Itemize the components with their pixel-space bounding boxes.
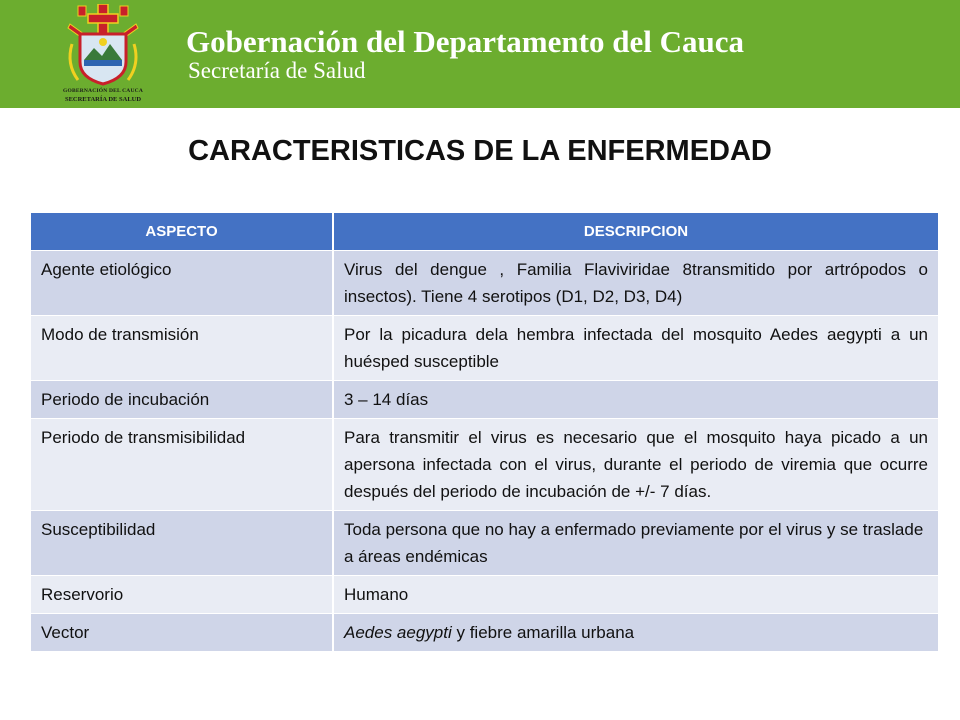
description-cell: Para transmitir el virus es necesario que el mosquito haya picado a un apersona infectada con el virus, durante el periodo de viremia que ocurre después del periodo de incubación de +/- 7 días. (333, 419, 938, 511)
page-title: CARACTERISTICAS DE LA ENFERMEDAD (188, 135, 772, 167)
aspect-cell: Vector (31, 614, 333, 652)
description-rest-part: y fiebre amarilla urbana (451, 623, 635, 642)
table-row (31, 251, 938, 316)
table-row (31, 511, 938, 576)
header-banner (0, 0, 960, 108)
aspect-cell: Periodo de incubación (31, 381, 333, 419)
organization-title: Gobernación del Departamento del Cauca (186, 24, 744, 59)
aspect-cell: Agente etiológico (31, 251, 333, 316)
column-header-description: DESCRIPCION (333, 213, 938, 251)
characteristics-table (31, 213, 938, 651)
table-row (31, 381, 938, 419)
description-italic-part: Aedes aegypti (344, 623, 452, 642)
coat-of-arms-logo (48, 4, 158, 104)
description-cell: 3 – 14 días (333, 381, 938, 419)
logo-caption-line2: SECRETARÍA DE SALUD (64, 96, 142, 103)
description-cell: Toda persona que no hay a enfermado previamente por el virus y se traslade a áreas endémicas (333, 511, 938, 576)
description-cell: Por la picadura dela hembra infectada del mosquito Aedes aegypti a un huésped susceptible (333, 316, 938, 381)
organization-subtitle: Secretaría de Salud (188, 58, 366, 83)
column-header-aspect: ASPECTO (31, 213, 333, 251)
description-cell (333, 614, 938, 652)
aspect-cell: Susceptibilidad (31, 511, 333, 576)
table-header-row (31, 213, 938, 251)
table-row (31, 576, 938, 614)
logo-caption-line1: GOBERNACIÓN DEL CAUCA (63, 88, 143, 94)
aspect-cell: Periodo de transmisibilidad (31, 419, 333, 511)
description-cell: Humano (333, 576, 938, 614)
table-row (31, 614, 938, 652)
aspect-cell: Reservorio (31, 576, 333, 614)
coat-of-arms-icon (48, 4, 158, 88)
aspect-cell: Modo de transmisión (31, 316, 333, 381)
table-row (31, 419, 938, 511)
table-row (31, 316, 938, 381)
description-cell: Virus del dengue , Familia Flaviviridae 8transmitido por artrópodos o insectos). Tiene 4 serotipos (D1, D2, D3, D4) (333, 251, 938, 316)
